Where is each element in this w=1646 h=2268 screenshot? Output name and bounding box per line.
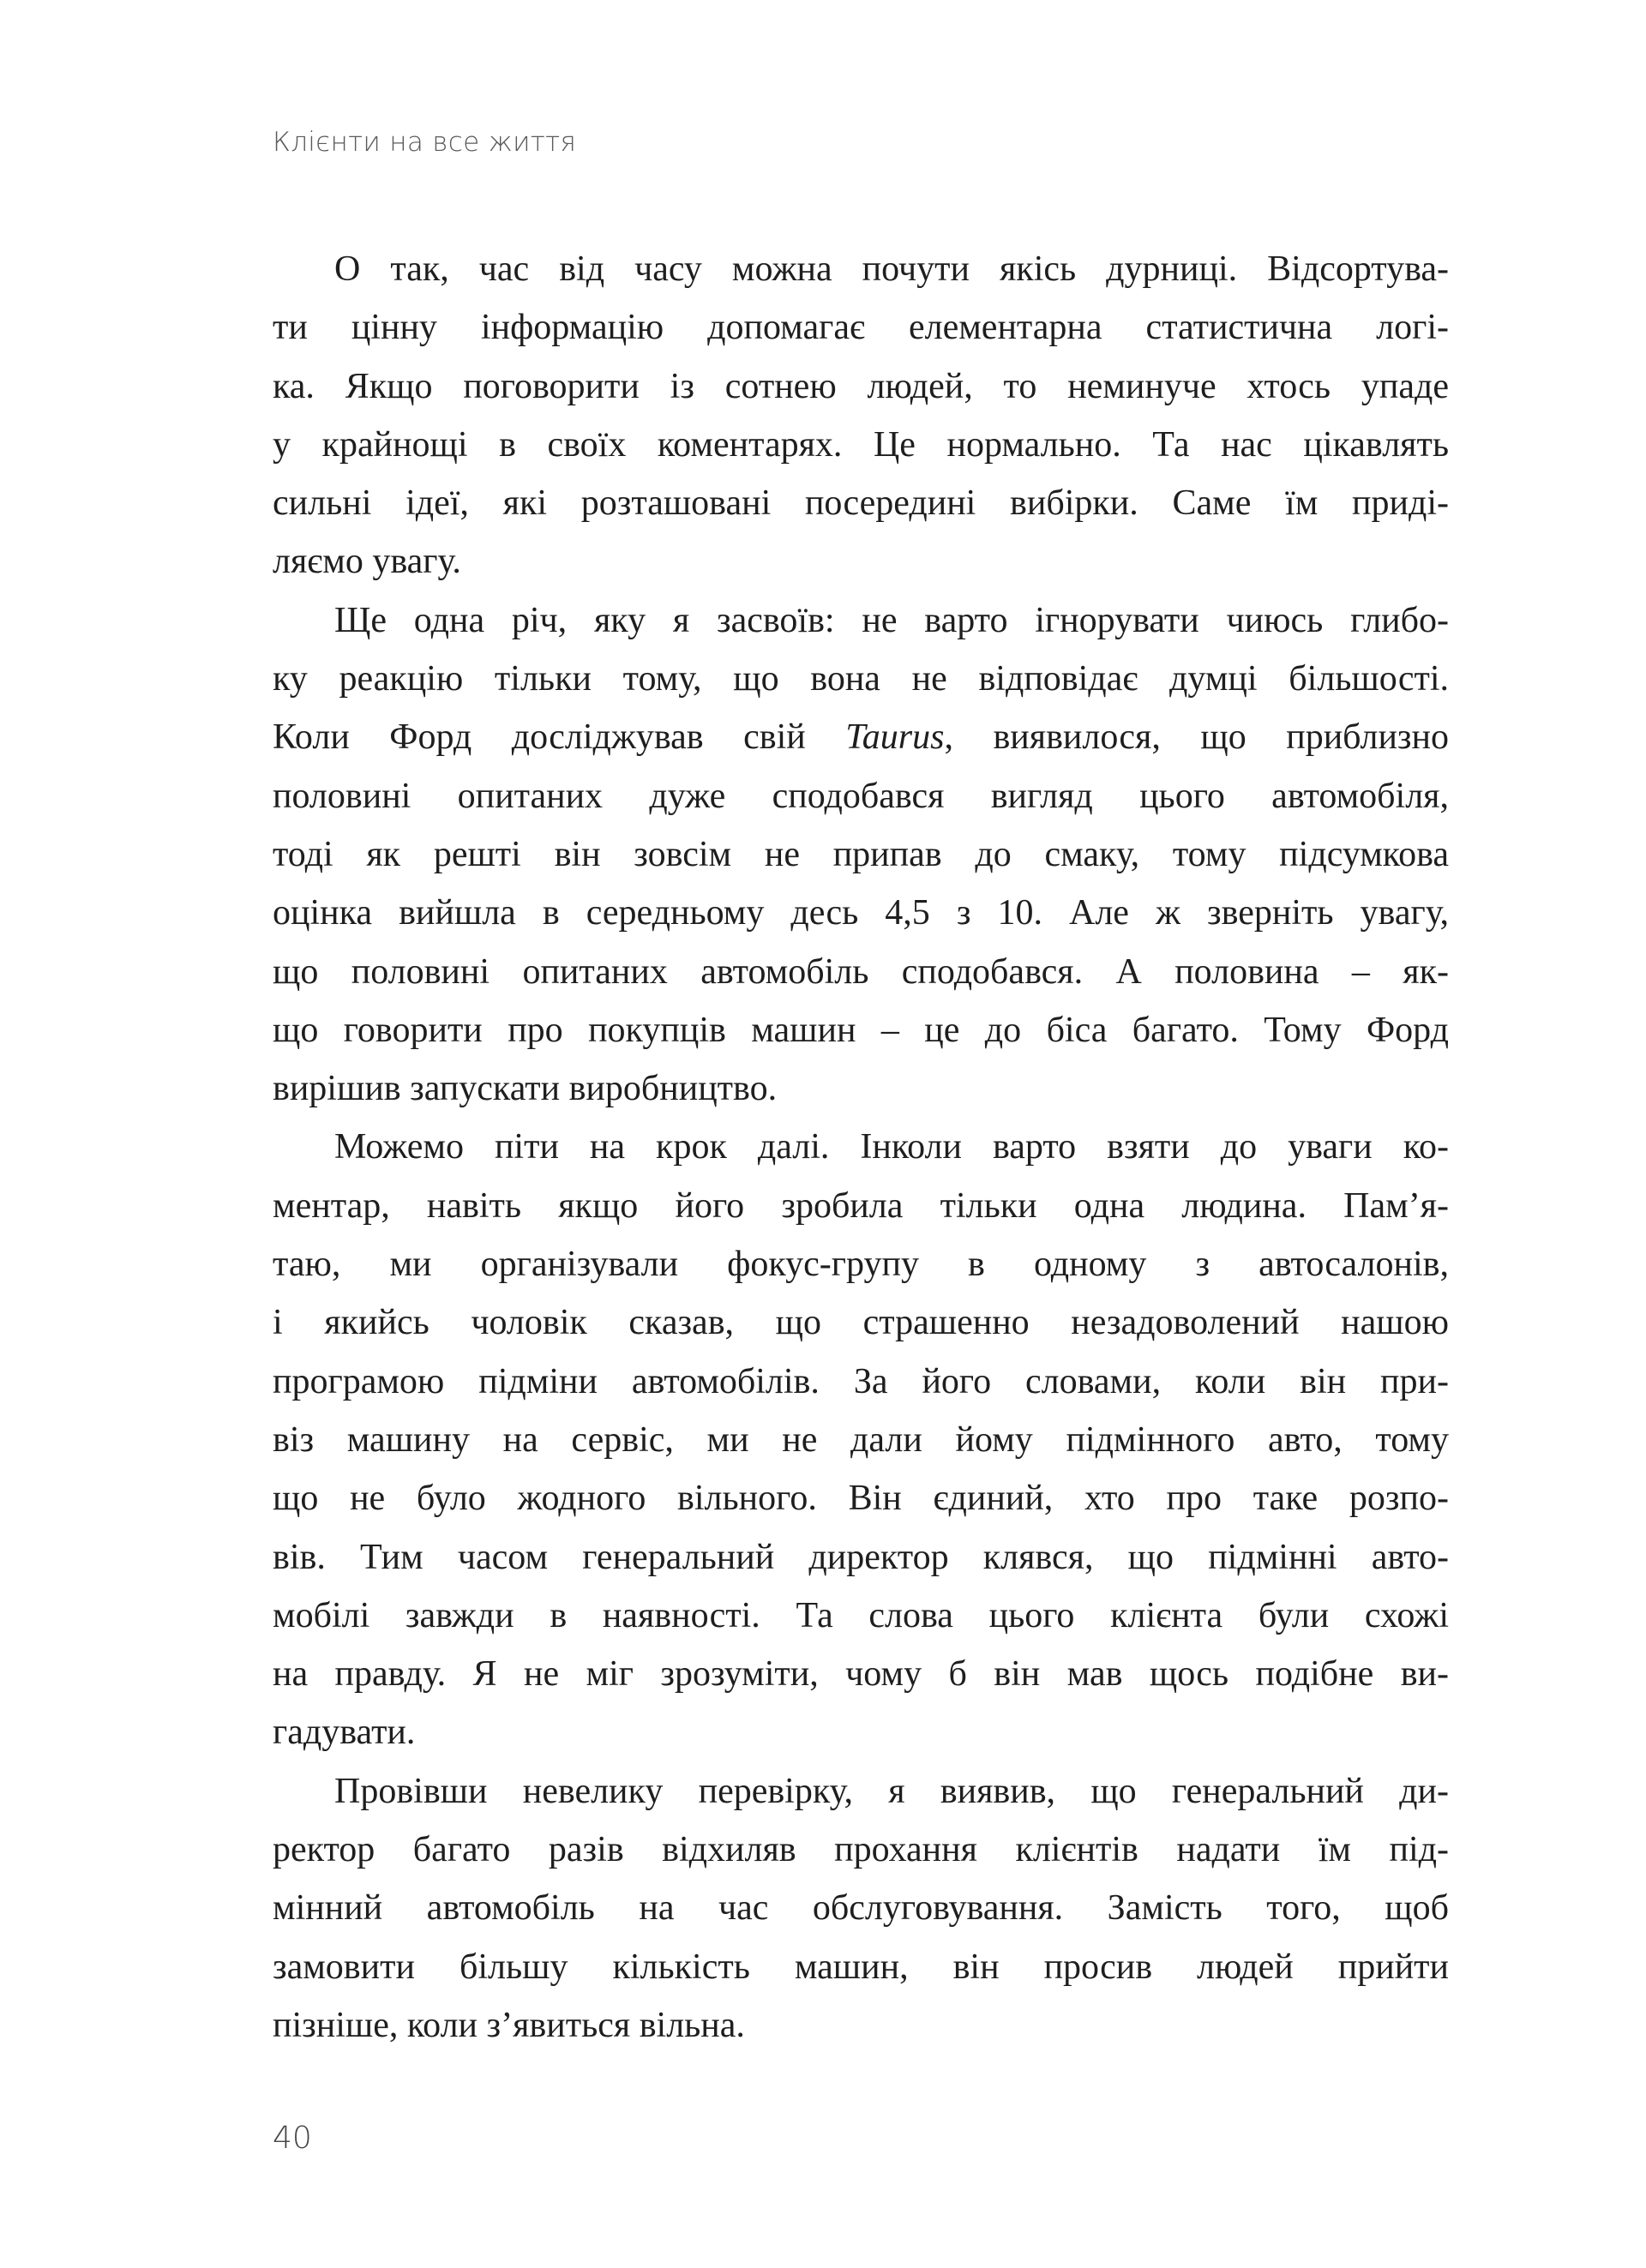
page-number: 40 xyxy=(273,2121,312,2156)
text-line: ка. Якщо поговорити із сотнею людей, то неминуче хтось упаде xyxy=(273,366,1449,406)
text-line: ляємо увагу. xyxy=(273,542,461,582)
text-line: програмою підміни автомобілів. За його словами, коли він при- xyxy=(273,1361,1449,1401)
text-line xyxy=(273,708,1449,766)
text-fragment: Коли Форд досліджував свій xyxy=(273,717,846,758)
text-line: мобілі завжди в наявності. Та слова цього клієнта були схожі xyxy=(273,1595,1449,1635)
text-line: що говорити про покупців машин – це до біса багато. Тому Форд xyxy=(273,1010,1449,1050)
running-head: Клієнти на все життя xyxy=(273,127,577,158)
text-line: у крайнощі в своїх коментарях. Це нормально. Та нас цікавлять xyxy=(273,424,1449,465)
text-line: ментар, навіть якщо його зробила тільки одна людина. Пам’я- xyxy=(273,1185,1449,1226)
text-line: Можемо піти на крок далі. Інколи варто взяти до уваги ко- xyxy=(334,1127,1449,1167)
text-line: і якийсь чоловік сказав, що страшенно незадоволений нашою xyxy=(273,1303,1449,1343)
text-line: половині опитаних дуже сподобався вигляд цього автомобіля, xyxy=(273,776,1449,816)
text-line: сильні ідеї, які розташовані посередині вибірки. Саме їм приді- xyxy=(273,483,1449,524)
text-line: Провівши невелику перевірку, я виявив, що генеральний ди- xyxy=(334,1771,1449,1811)
text-line: О так, час від часу можна почути якісь дурниці. Відсортува- xyxy=(334,249,1449,289)
text-line: ректор багато разів відхиляв прохання клієнтів надати їм під- xyxy=(273,1830,1449,1870)
text-line: тоді як решті він зовсім не припав до смаку, тому підсумкова xyxy=(273,834,1449,874)
text-line: віз машину на сервіс, ми не дали йому підмінного авто, тому xyxy=(273,1419,1449,1460)
text-line: ти цінну інформацію допомагає елементарна статистична логі- xyxy=(273,308,1449,348)
text-line: вів. Тим часом генеральний директор клявся, що підмінні авто- xyxy=(273,1537,1449,1577)
text-line: вирішив запускати виробництво. xyxy=(273,1069,778,1109)
text-line: що половині опитаних автомобіль сподобався. А половина – як- xyxy=(273,951,1449,992)
text-line: гадувати. xyxy=(273,1713,416,1753)
text-line: замовити більшу кількість машин, він просив людей прийти xyxy=(273,1947,1449,1987)
text-line: мінний автомобіль на час обслуговування. Замість того, щоб xyxy=(273,1888,1449,1929)
text-line: на правду. Я не міг зрозуміти, чому б він мав щось подібне ви- xyxy=(273,1654,1449,1695)
text-fragment: , виявилося, що приблизно xyxy=(944,717,1449,758)
text-line: оцінка вийшла в середньому десь 4,5 з 10. Але ж зверніть увагу, xyxy=(273,893,1449,933)
text-line: пізніше, коли з’явиться вільна. xyxy=(273,2005,745,2045)
italic-title: Taurus xyxy=(845,717,945,758)
text-line: що не було жодного вільного. Він єдиний, хто про таке розпо- xyxy=(273,1479,1449,1519)
text-line: таю, ми організували фокус-групу в одному з автосалонів, xyxy=(273,1245,1449,1285)
text-line: Ще одна річ, яку я засвоїв: не варто ігнорувати чиюсь глибо- xyxy=(334,600,1449,640)
text-line: ку реакцію тільки тому, що вона не відповідає думці більшості. xyxy=(273,659,1449,699)
body-text xyxy=(273,240,1449,2055)
